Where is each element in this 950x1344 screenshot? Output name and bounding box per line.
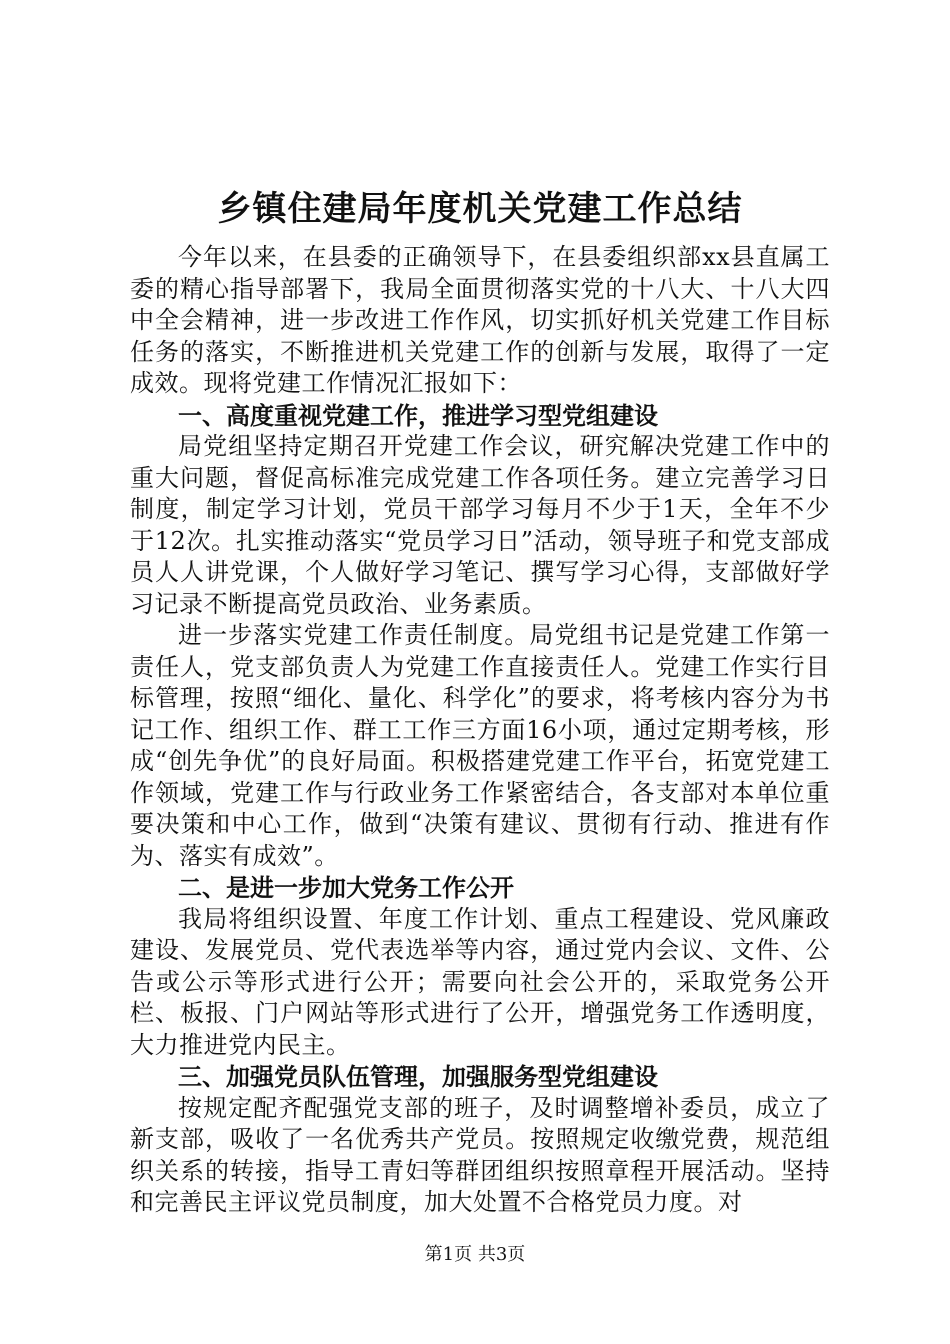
page-number-footer: 第1页 共3页	[424, 1244, 526, 1265]
section-3-paragraph-1: 按规定配齐配强党支部的班子，及时调整增补委员，成立了新支部，吸收了一名优秀共产党员。按照规定收缴党费，规范组织关系的转接，指导工青妇等群团组织按照章程开展活动。坚持和完善民主评议党员制度，加大处置不合格党员力度。对	[130, 1093, 830, 1216]
section-2-paragraph-1: 我局将组织设置、年度工作计划、重点工程建设、党风廉政建设、发展党员、党代表选举等内容，通过党内会议、文件、公告或公示等形式进行公开；需要向社会公开的，采取党务公开栏、板报、门户网站等形式进行了公开，增强党务工作透明度，大力推进党内民主。	[130, 904, 830, 1059]
section-1-paragraph-1: 局党组坚持定期召开党建工作会议，研究解决党建工作中的重大问题，督促高标准完成党建工作各项任务。建立完善学习日制度，制定学习计划，党员干部学习每月不少于1天，全年不少于12次。扎实推动落实“党员学习日”活动，领导班子和党支部成员人人讲党课，个人做好学习笔记、撰写学习心得，支部做好学习记录不断提高党员政治、业务素质。	[130, 432, 830, 618]
section-1-paragraph-2: 进一步落实党建工作责任制度。局党组书记是党建工作第一责任人，党支部负责人为党建工作直接责任人。党建工作实行目标管理，按照“细化、量化、科学化”的要求，将考核内容分为书记工作、组织工作、群工工作三方面16小项，通过定期考核，形成“创先争优”的良好局面。积极搭建党建工作平台，拓宽党建工作领域，党建工作与行政业务工作紧密结合，各支部对本单位重要决策和中心工作，做到“决策有建议、贯彻有行动、推进有作为、落实有成效”。	[130, 621, 830, 870]
document-body	[130, 186, 830, 1219]
intro-paragraph: 今年以来，在县委的正确领导下，在县委组织部xx县直属工委的精心指导部署下，我局全面贯彻落实党的十八大、十八大四中全会精神，进一步改进工作作风，切实抓好机关党建工作目标任务的落实，不断推进机关党建工作的创新与发展，取得了一定成效。现将党建工作情况汇报如下：	[130, 243, 830, 397]
section-heading-1: 一、高度重视党建工作，推进学习型党组建设	[178, 400, 658, 430]
page-title: 乡镇住建局年度机关党建工作总结	[217, 189, 743, 229]
section-heading-2: 二、是进一步加大党务工作公开	[178, 873, 514, 902]
section-heading-3: 三、加强党员队伍管理，加强服务型党组建设	[178, 1062, 658, 1091]
